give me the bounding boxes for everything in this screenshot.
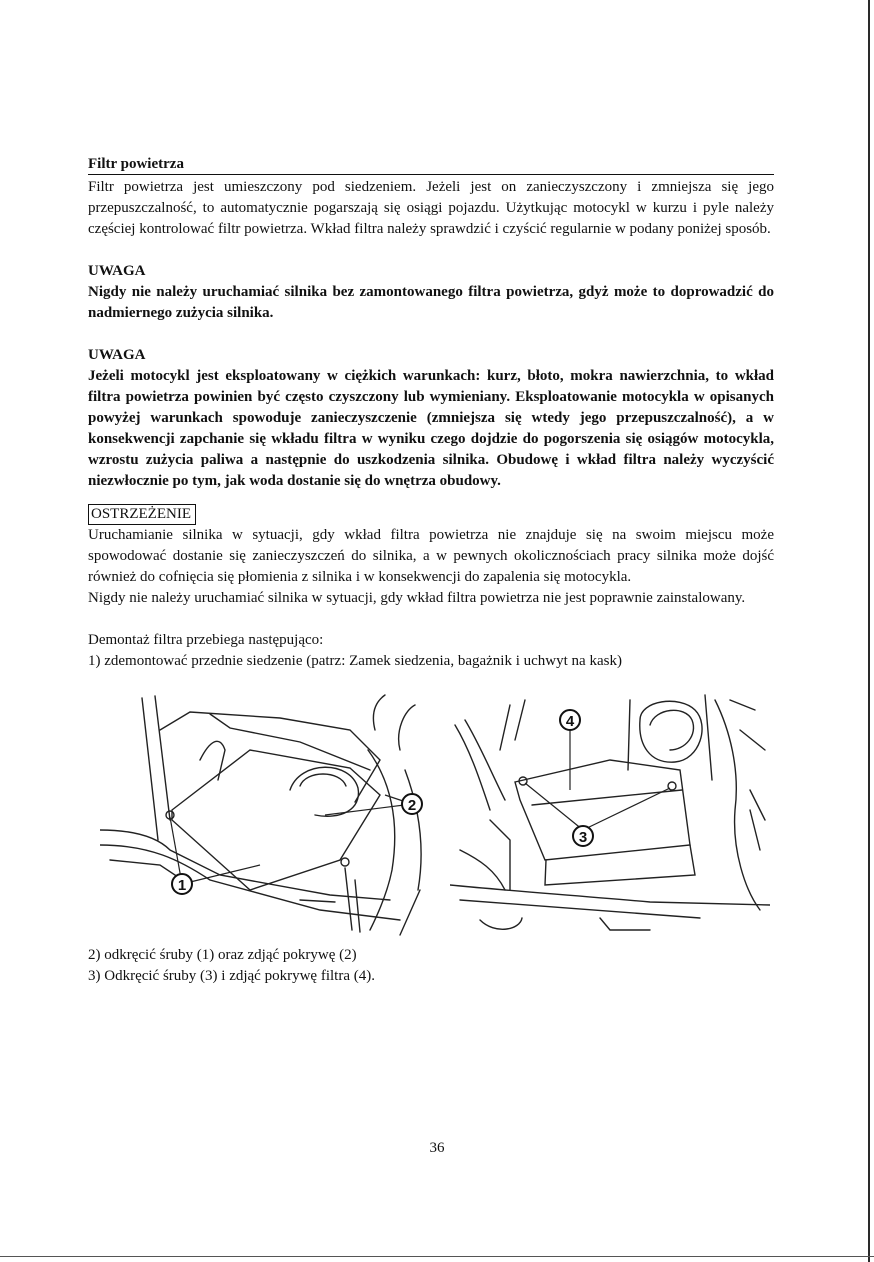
intro-paragraph: Filtr powietrza jest umieszczony pod siedzeniem. Jeżeli jest on zanieczyszczony i zmniejsza się jego przepuszczalność, to automatycznie pogarszają się osiągi pojazdu. Użytkując motocykl w kurzu i pyle należy częściej kontrolować filtr powietrza. Wkład filtra należy sprawdzić i czyścić regularnie w podany poniżej sposób. <box>88 179 774 237</box>
procedure-step-1: 1) zdemontować przednie siedzenie (patrz: Zamek siedzenia, bagażnik i uchwyt na kask) <box>88 653 622 669</box>
warning-heading-box <box>88 504 196 525</box>
page-number: 36 <box>429 1140 445 1156</box>
notice1-text: Nigdy nie należy uruchamiać silnika bez zamontowanego filtra powietrza, gdyż może to doprowadzić do nadmiernego zużycia silnika. <box>88 284 774 321</box>
figure-left-seat-cover <box>100 690 436 938</box>
warning-text-2: Nigdy nie należy uruchamiać silnika w sytuacji, gdy wkład filtra powietrza nie jest poprawnie zainstalowany. <box>88 590 746 606</box>
notice2-text: Jeżeli motocykl jest eksploatowany w ciężkich warunkach: kurz, błoto, mokra nawierzchnia, to wkład filtra powietrza powinien być często czyszczony lub wymieniany. Eksploatowanie motocykla w opisanych powyżej warunkach spowoduje zanieczyszczenie (zmniejsza się wtedy jego przepuszczalność), a w konsekwencji zapchanie się wkładu filtra w wyniku czego dojdzie do pogorszenia się osiągów motocykla, wzrostu zużycia paliwa a następnie do uszkodzenia silnika. Obudowę i wkład filtra należy wyczyścić niezwłocznie po tym, jak woda dostanie się do wnętrza obudowy. <box>88 368 774 489</box>
procedure-step-2: 2) odkręcić śruby (1) oraz zdjąć pokrywę (2) <box>88 947 357 963</box>
document-page <box>88 155 774 987</box>
figures <box>88 690 774 945</box>
callout-4-label: 4 <box>565 713 575 730</box>
procedure-intro: Demontaż filtra przebiega następująco: <box>88 632 324 648</box>
notice2-heading: UWAGA <box>88 347 146 363</box>
figure-right-filter-cover <box>450 690 770 938</box>
warning-heading: OSTRZEŻENIE <box>91 506 191 522</box>
callout-3-label: 3 <box>578 829 588 846</box>
warning-text-1: Uruchamianie silnika w sytuacji, gdy wkład filtra powietrza nie znajduje się na swoim miejscu może spowodować dostanie się zanieczyszczeń do silnika, a w pewnych okolicznościach pracy silnika może dojść również do cofnięcia się płomienia z silnika i w konsekwencji do zapalenia się motocykla. <box>88 527 774 585</box>
procedure-step-3: 3) Odkręcić śruby (3) i zdjąć pokrywę filtra (4). <box>88 968 375 984</box>
scan-edge <box>868 0 870 1262</box>
scan-edge-bottom <box>0 1256 874 1257</box>
section-title: Filtr powietrza <box>88 155 774 175</box>
callout-1-label: 1 <box>177 877 187 894</box>
callout-2-label: 2 <box>407 797 417 814</box>
notice1-heading: UWAGA <box>88 263 146 279</box>
